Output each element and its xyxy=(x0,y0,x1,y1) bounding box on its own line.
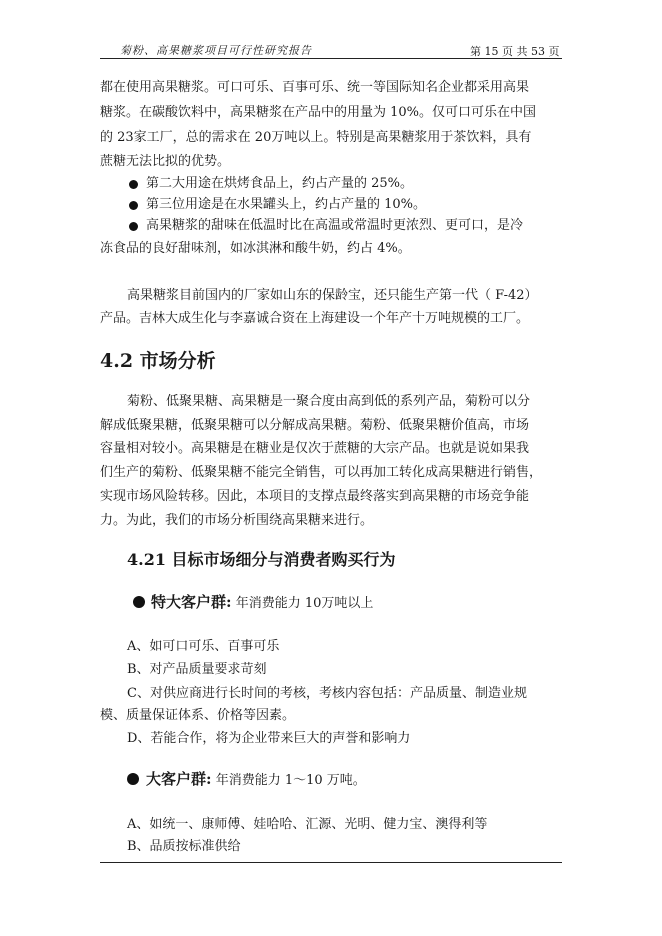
body-line: 产品。吉林大成生化与李嘉诚合资在上海建设一个年产十万吨规模的工厂。 xyxy=(100,311,530,326)
body-line: 都在使用高果糖浆。可口可乐、百事可乐、统一等国际知名企业都采用高果 xyxy=(100,80,530,95)
footer-rule xyxy=(100,862,562,863)
list-item: A、如统一、康师傅、娃哈哈、汇源、光明、健力宝、澳得利等 xyxy=(127,817,488,832)
bullet-item: 高果糖浆的甜味在低温时比在高温或常温时更浓烈、更可口，是冷 xyxy=(146,218,524,233)
bullet-dot-icon xyxy=(129,180,138,189)
header-title: 菊粉、高果糖浆项目可行性研究报告 xyxy=(120,44,312,57)
body-line: 糖浆。在碳酸饮料中，高果糖浆在产品中的用量为 10%。仅可口可乐在中国 xyxy=(100,105,537,120)
body-line: 容量相对较小。高果糖是在糖业是仅次于蔗糖的大宗产品。也就是说如果我 xyxy=(100,441,530,456)
customer-group-label xyxy=(146,768,366,789)
group-bullet-icon xyxy=(127,773,139,785)
header-rule xyxy=(100,58,562,59)
page-mid: 页 共 xyxy=(502,45,528,58)
body-line: 力。为此，我们的市场分析围绕高果糖来进行。 xyxy=(100,513,374,528)
page-prefix: 第 xyxy=(470,45,481,58)
bullet-continuation: 冻食品的良好甜味剂，如冰淇淋和酸牛奶，约占 4%。 xyxy=(100,241,411,256)
bullet-item: 第二大用途在烘烤食品上，约占产量的 25%。 xyxy=(146,176,414,191)
group-name: 特大客户群: xyxy=(151,593,232,611)
bullet-item: 第三位用途是在水果罐头上，约占产量的 10%。 xyxy=(146,197,427,212)
group-bullet-icon xyxy=(133,596,145,608)
body-line: 高果糖浆目前国内的厂家如山东的保龄宝，还只能生产第一代（ F-42） xyxy=(127,288,538,303)
page-indicator xyxy=(470,43,560,59)
subsection-heading: 4.21 目标市场细分与消费者购买行为 xyxy=(127,550,396,569)
list-item: B、对产品质量要求苛刻 xyxy=(127,662,267,677)
section-heading: 4.2 市场分析 xyxy=(100,350,216,372)
body-line: 解成低聚果糖，低聚果糖可以分解成高果糖。菊粉、低聚果糖价值高，市场 xyxy=(100,418,530,433)
bullet-dot-icon xyxy=(129,201,138,210)
body-line: 菊粉、低聚果糖、高果糖是一聚合度由高到低的系列产品，菊粉可以分 xyxy=(127,394,531,409)
list-item: A、如可口可乐、百事可乐 xyxy=(127,639,280,654)
body-line: 的 23家工厂，总的需求在 20万吨以上。特别是高果糖浆用于茶饮料，具有 xyxy=(100,130,532,145)
body-line: 实现市场风险转移。因此，本项目的支撑点最终落实到高果糖的市场竞争能 xyxy=(100,489,530,504)
group-name: 大客户群: xyxy=(146,770,212,788)
list-item: B、品质按标准供给 xyxy=(127,839,241,854)
group-desc: 年消费能力 1～10 万吨。 xyxy=(215,773,366,788)
body-line: 蔗糖无法比拟的优势。 xyxy=(100,154,231,169)
page-total: 53 xyxy=(531,45,545,58)
bullet-dot-icon xyxy=(129,222,138,231)
list-item: D、若能合作，将为企业带来巨大的声誉和影响力 xyxy=(127,731,411,746)
group-desc: 年消费能力 10万吨以上 xyxy=(235,596,374,611)
body-line: 们生产的菊粉、低聚果糖不能完全销售，可以再加工转化成高果糖进行销售， xyxy=(100,465,543,480)
page-number: 15 xyxy=(484,45,499,58)
customer-group-label xyxy=(151,591,373,612)
list-item: C、对供应商进行长时间的考核，考核内容包括：产品质量、制造业规 xyxy=(127,686,527,701)
list-item: 模、质量保证体系、价格等因素。 xyxy=(100,708,296,723)
page-suffix: 页 xyxy=(548,45,560,58)
